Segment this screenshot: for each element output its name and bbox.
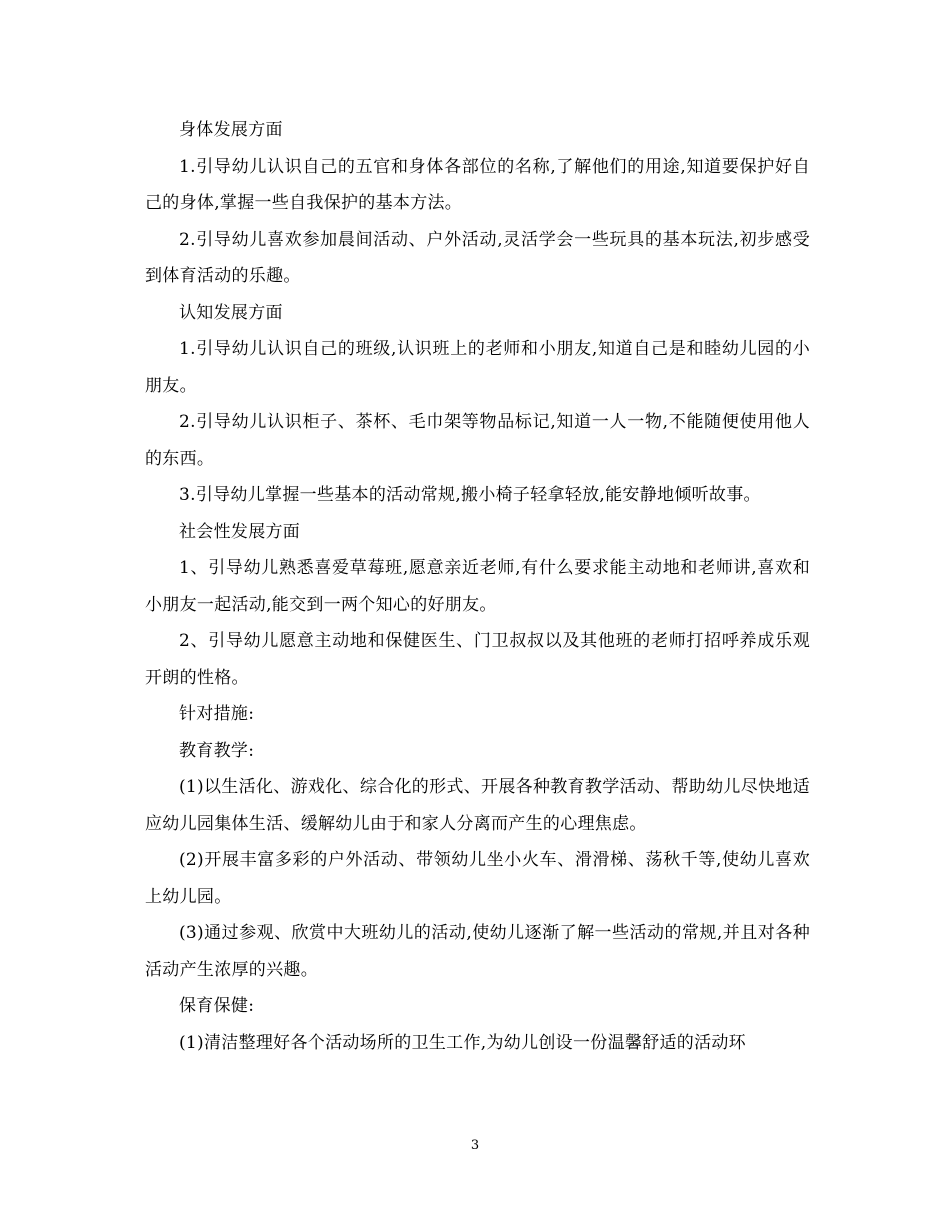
paragraph: (1)清洁整理好各个活动场所的卫生工作,为幼儿创设一份温馨舒适的活动环 xyxy=(179,1032,746,1053)
paragraph: 1.引导幼儿认识自己的班级,认识班上的老师和小朋友,知道自己是和睦幼儿园的小朋友。 xyxy=(145,339,810,396)
paragraph: 3.引导幼儿掌握一些基本的活动常规,搬小椅子轻拿轻放,能安静地倾听故事。 xyxy=(179,485,761,505)
page-number: 3 xyxy=(470,1138,480,1153)
paragraph: 2、引导幼儿愿意主动地和保健医生、门卫叔叔以及其他班的老师打招呼养成乐观开朗的性格。 xyxy=(145,631,810,688)
paragraph: (3)通过参观、欣赏中大班幼儿的活动,使幼儿逐渐了解一些活动的常规,并且对各种活动产生浓厚的兴趣。 xyxy=(145,923,810,980)
section-heading-measures: 针对措施: xyxy=(179,704,255,724)
section-heading-care: 保育保健: xyxy=(179,996,255,1016)
paragraph: 2.引导幼儿喜欢参加晨间活动、户外活动,灵活学会一些玩具的基本玩法,初步感受到体育活动的乐趣。 xyxy=(145,229,810,286)
document-body xyxy=(145,112,810,1061)
paragraph: 1、引导幼儿熟悉喜爱草莓班,愿意亲近老师,有什么要求能主动地和老师讲,喜欢和小朋友一起活动,能交到一两个知心的好朋友。 xyxy=(145,558,810,615)
paragraph: (1)以生活化、游戏化、综合化的形式、开展各种教育教学活动、帮助幼儿尽快地适应幼儿园集体生活、缓解幼儿由于和家人分离而产生的心理焦虑。 xyxy=(145,777,810,834)
section-heading-cognitive: 认知发展方面 xyxy=(179,302,283,323)
section-heading-social: 社会性发展方面 xyxy=(179,521,301,542)
section-heading-teaching: 教育教学: xyxy=(179,740,255,761)
paragraph: 1.引导幼儿认识自己的五官和身体各部位的名称,了解他们的用途,知道要保护好自己的身体,掌握一些自我保护的基本方法。 xyxy=(145,156,810,213)
paragraph: 2.引导幼儿认识柜子、茶杯、毛巾架等物品标记,知道一人一物,不能随便使用他人的东西。 xyxy=(145,412,810,469)
paragraph: (2)开展丰富多彩的户外活动、带领幼儿坐小火车、滑滑梯、荡秋千等,使幼儿喜欢上幼儿园。 xyxy=(145,850,810,907)
section-heading-physical: 身体发展方面 xyxy=(179,120,283,140)
